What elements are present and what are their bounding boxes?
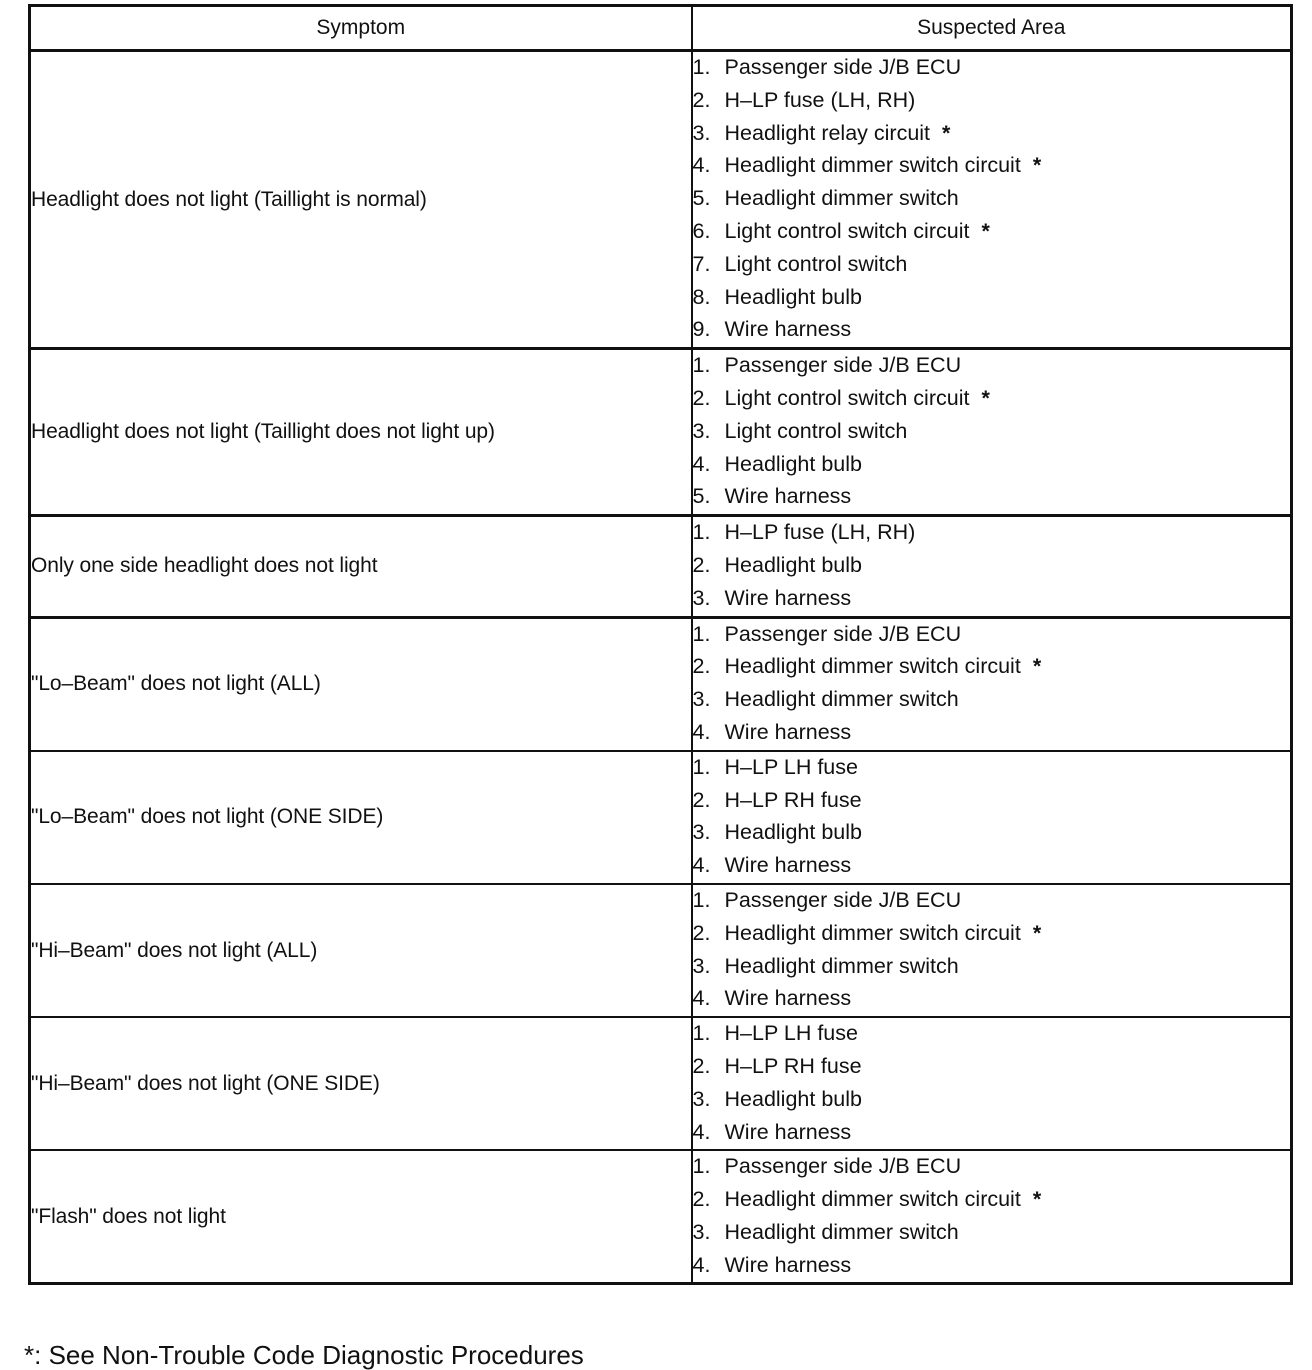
suspected-area-cell xyxy=(692,51,1292,349)
item-text: H–LP RH fuse xyxy=(724,787,862,812)
list-item xyxy=(693,183,1291,216)
header-symptom: Symptom xyxy=(30,6,692,51)
suspected-area-list xyxy=(693,517,1291,615)
suspected-area-list xyxy=(693,1018,1291,1149)
list-item xyxy=(693,1051,1291,1084)
footnote: *: See Non-Trouble Code Diagnostic Procedures xyxy=(24,1340,584,1370)
list-item xyxy=(693,817,1291,850)
symptom-cell: "Lo–Beam" does not light (ONE SIDE) xyxy=(30,751,692,884)
suspected-area-cell xyxy=(692,1017,1292,1150)
item-text: Headlight bulb xyxy=(724,820,862,845)
table-row xyxy=(30,751,1292,884)
item-text: Headlight relay circuit xyxy=(724,120,931,145)
suspected-area-cell xyxy=(692,1150,1292,1284)
list-item xyxy=(693,550,1291,583)
item-text: Headlight dimmer switch circuit xyxy=(724,153,1021,178)
list-item xyxy=(693,1018,1291,1051)
item-text: Light control switch circuit xyxy=(724,218,970,243)
symptom-cell: Headlight does not light (Taillight does not light up) xyxy=(30,349,692,516)
symptom-cell: Only one side headlight does not light xyxy=(30,516,692,617)
item-number: 3. xyxy=(692,687,711,712)
item-number: 2. xyxy=(692,654,711,679)
table-row xyxy=(30,617,1292,751)
item-text: Headlight dimmer switch circuit xyxy=(724,1187,1021,1212)
item-number: 9. xyxy=(692,317,711,342)
item-text: Headlight bulb xyxy=(724,451,862,476)
asterisk-marker: * xyxy=(1032,920,1042,945)
asterisk-marker: * xyxy=(1032,153,1042,178)
table-row xyxy=(30,516,1292,617)
item-number: 4. xyxy=(692,719,711,744)
item-number: 1. xyxy=(692,887,711,912)
diagnostic-table-container xyxy=(28,4,1290,1285)
item-text: Wire harness xyxy=(724,986,852,1011)
item-text: Wire harness xyxy=(724,484,852,509)
item-text: Wire harness xyxy=(724,1252,852,1277)
item-number: 1. xyxy=(692,621,711,646)
item-number: 4. xyxy=(692,153,711,178)
list-item xyxy=(693,717,1291,750)
list-item xyxy=(693,517,1291,550)
item-number: 2. xyxy=(692,385,711,410)
diagnostic-table xyxy=(28,4,1293,1285)
item-text: Passenger side J/B ECU xyxy=(724,55,962,79)
table-row xyxy=(30,1150,1292,1284)
suspected-area-cell xyxy=(692,617,1292,751)
list-item xyxy=(693,850,1291,883)
item-text: Wire harness xyxy=(724,317,852,342)
table-row xyxy=(30,51,1292,349)
item-number: 2. xyxy=(692,920,711,945)
list-item xyxy=(693,785,1291,818)
list-item xyxy=(693,85,1291,118)
item-number: 2. xyxy=(692,552,711,577)
suspected-area-list xyxy=(693,752,1291,883)
item-number: 6. xyxy=(692,218,711,243)
item-number: 3. xyxy=(692,120,711,145)
item-number: 3. xyxy=(692,418,711,443)
item-number: 5. xyxy=(692,484,711,509)
item-number: 4. xyxy=(692,1252,711,1277)
item-text: Headlight dimmer switch xyxy=(724,186,959,211)
suspected-area-list xyxy=(693,619,1291,750)
item-number: 3. xyxy=(692,585,711,610)
suspected-area-cell xyxy=(692,349,1292,516)
list-item xyxy=(693,1217,1291,1250)
item-number: 1. xyxy=(692,1154,711,1179)
item-text: Passenger side J/B ECU xyxy=(724,353,962,378)
list-item xyxy=(693,583,1291,616)
list-item xyxy=(693,951,1291,984)
symptom-cell: "Hi–Beam" does not light (ALL) xyxy=(30,884,692,1017)
item-number: 3. xyxy=(692,1219,711,1244)
asterisk-marker: * xyxy=(1032,1187,1042,1212)
item-text: H–LP LH fuse xyxy=(724,754,858,779)
list-item xyxy=(693,651,1291,684)
item-number: 4. xyxy=(692,986,711,1011)
item-text: Light control switch circuit xyxy=(724,385,970,410)
symptom-cell: "Lo–Beam" does not light (ALL) xyxy=(30,617,692,751)
list-item xyxy=(693,314,1291,347)
table-row xyxy=(30,884,1292,1017)
item-text: Headlight bulb xyxy=(724,552,862,577)
list-item xyxy=(693,1151,1291,1184)
suspected-area-list xyxy=(693,52,1291,347)
asterisk-marker: * xyxy=(942,120,951,145)
table-row xyxy=(30,1017,1292,1150)
item-number: 5. xyxy=(692,186,711,211)
header-suspected-area: Suspected Area xyxy=(692,6,1292,51)
item-text: Passenger side J/B ECU xyxy=(724,887,962,912)
list-item xyxy=(693,383,1291,416)
table-row xyxy=(30,349,1292,516)
item-number: 3. xyxy=(692,953,711,978)
item-number: 1. xyxy=(692,520,711,545)
suspected-area-list xyxy=(693,885,1291,1016)
list-item xyxy=(693,1250,1291,1283)
item-number: 1. xyxy=(692,754,711,779)
list-item xyxy=(693,118,1291,151)
item-number: 3. xyxy=(692,820,711,845)
list-item xyxy=(693,481,1291,514)
item-text: H–LP fuse (LH, RH) xyxy=(724,520,916,545)
item-text: Headlight bulb xyxy=(724,1086,862,1111)
suspected-area-list xyxy=(693,1151,1291,1282)
list-item xyxy=(693,619,1291,652)
asterisk-marker: * xyxy=(981,385,990,410)
list-item xyxy=(693,1084,1291,1117)
list-item xyxy=(693,350,1291,383)
list-item xyxy=(693,983,1291,1016)
list-item xyxy=(693,52,1291,85)
item-text: Light control switch xyxy=(724,418,908,443)
item-number: 8. xyxy=(692,284,711,309)
item-text: Passenger side J/B ECU xyxy=(724,1154,962,1179)
item-number: 4. xyxy=(692,1119,711,1144)
item-number: 1. xyxy=(692,1021,711,1046)
item-number: 1. xyxy=(692,353,711,378)
item-text: Headlight bulb xyxy=(724,284,862,309)
item-text: H–LP RH fuse xyxy=(724,1053,862,1078)
item-text: Wire harness xyxy=(724,1119,852,1144)
item-number: 2. xyxy=(692,1187,711,1212)
list-item xyxy=(693,684,1291,717)
item-number: 7. xyxy=(692,251,711,276)
asterisk-marker: * xyxy=(981,218,990,243)
item-number: 4. xyxy=(692,451,711,476)
list-item xyxy=(693,282,1291,315)
item-text: Headlight dimmer switch circuit xyxy=(724,654,1021,679)
list-item xyxy=(693,416,1291,449)
list-item xyxy=(693,885,1291,918)
item-number: 2. xyxy=(692,87,711,112)
item-text: Headlight dimmer switch xyxy=(724,687,959,712)
item-number: 2. xyxy=(692,787,711,812)
symptom-cell: Headlight does not light (Taillight is normal) xyxy=(30,51,692,349)
list-item xyxy=(693,752,1291,785)
list-item xyxy=(693,249,1291,282)
item-text: H–LP LH fuse xyxy=(724,1021,858,1046)
suspected-area-list xyxy=(693,350,1291,514)
suspected-area-cell xyxy=(692,884,1292,1017)
item-text: H–LP fuse (LH, RH) xyxy=(724,87,916,112)
suspected-area-cell xyxy=(692,516,1292,617)
item-text: Passenger side J/B ECU xyxy=(724,621,962,646)
symptom-cell: "Flash" does not light xyxy=(30,1150,692,1284)
table-body xyxy=(30,51,1292,1284)
list-item xyxy=(693,1117,1291,1150)
list-item xyxy=(693,216,1291,249)
list-item xyxy=(693,449,1291,482)
symptom-cell: "Hi–Beam" does not light (ONE SIDE) xyxy=(30,1017,692,1150)
item-text: Wire harness xyxy=(724,853,852,878)
item-number: 2. xyxy=(692,1053,711,1078)
item-text: Headlight dimmer switch xyxy=(724,1219,959,1244)
suspected-area-cell xyxy=(692,751,1292,884)
item-text: Headlight dimmer switch circuit xyxy=(724,920,1021,945)
table-header-row xyxy=(30,6,1292,51)
item-number: 3. xyxy=(692,1086,711,1111)
list-item xyxy=(693,1184,1291,1217)
item-text: Light control switch xyxy=(724,251,908,276)
item-number: 4. xyxy=(692,853,711,878)
item-text: Wire harness xyxy=(724,719,852,744)
asterisk-marker: * xyxy=(1032,654,1042,679)
item-number: 1. xyxy=(692,55,711,79)
item-text: Headlight dimmer switch xyxy=(724,953,959,978)
item-text: Wire harness xyxy=(724,585,852,610)
list-item xyxy=(693,918,1291,951)
list-item xyxy=(693,150,1291,183)
